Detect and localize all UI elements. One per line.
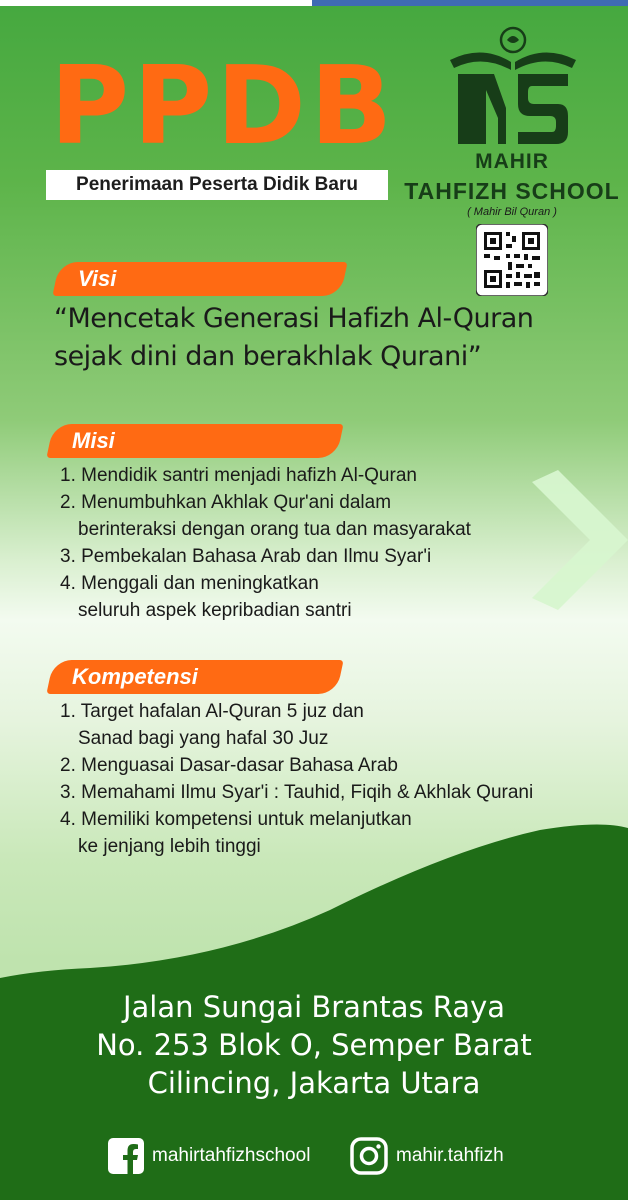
page-title: PPDB [50, 44, 397, 169]
instagram-link[interactable] [350, 1136, 504, 1176]
page-subtitle: Penerimaan Peserta Didik Baru [46, 170, 388, 200]
list-item: 4. Menggali dan meningkatkan seluruh aspek kepribadian santri [60, 573, 352, 621]
brand-tagline: ( Mahir Bil Quran ) [467, 206, 557, 218]
kompetensi-heading: Kompetensi [72, 664, 198, 689]
facebook-link[interactable] [108, 1136, 310, 1176]
address-block [0, 988, 628, 1102]
list-item: 4. Memiliki kompetensi untuk melanjutkan ke jenjang lebih tinggi [60, 809, 412, 857]
list-item: 1. Mendidik santri menjadi hafizh Al-Quran [60, 465, 417, 486]
visi-statement [54, 300, 574, 376]
list-item: 3. Pembekalan Bahasa Arab dan Ilmu Syar'i [60, 546, 432, 567]
misi-heading: Misi [72, 428, 115, 453]
visi-line-1: “Mencetak Generasi Hafizh Al-Quran [54, 303, 534, 334]
list-item: 2. Menumbuhkan Akhlak Qur'ani dalam berinteraksi dengan orang tua dan masyarakat [60, 492, 471, 540]
list-item: 2. Menguasai Dasar-dasar Bahasa Arab [60, 755, 398, 776]
list-item: 1. Target hafalan Al-Quran 5 juz dan Sanad bagi yang hafal 30 Juz [60, 701, 364, 749]
instagram-icon [350, 1137, 388, 1175]
qr-code-icon[interactable] [476, 224, 548, 296]
visi-line-2: sejak dini dan berakhlak Qurani” [54, 341, 482, 372]
list-item: 3. Memahami Ilmu Syar'i : Tauhid, Fiqih & Akhlak Qurani [60, 782, 534, 803]
chevron-right-icon [532, 470, 628, 610]
top-bar-left [0, 0, 312, 6]
address-line-2: No. 253 Blok O, Semper Barat [96, 1028, 532, 1062]
facebook-icon [108, 1138, 144, 1174]
brand-name-line1: MAHIR [475, 150, 549, 173]
misi-list [60, 462, 580, 624]
brand-name-line2: TAHFIZH SCHOOL [404, 178, 620, 204]
address-line-1: Jalan Sungai Brantas Raya [122, 990, 506, 1024]
facebook-handle: mahirtahfizhschool [152, 1145, 311, 1166]
top-bar-right [312, 0, 628, 6]
address-line-3: Cilincing, Jakarta Utara [147, 1066, 481, 1100]
book-logo-icon [448, 26, 578, 148]
visi-heading: Visi [78, 266, 117, 291]
instagram-handle: mahir.tahfizh [396, 1145, 504, 1166]
